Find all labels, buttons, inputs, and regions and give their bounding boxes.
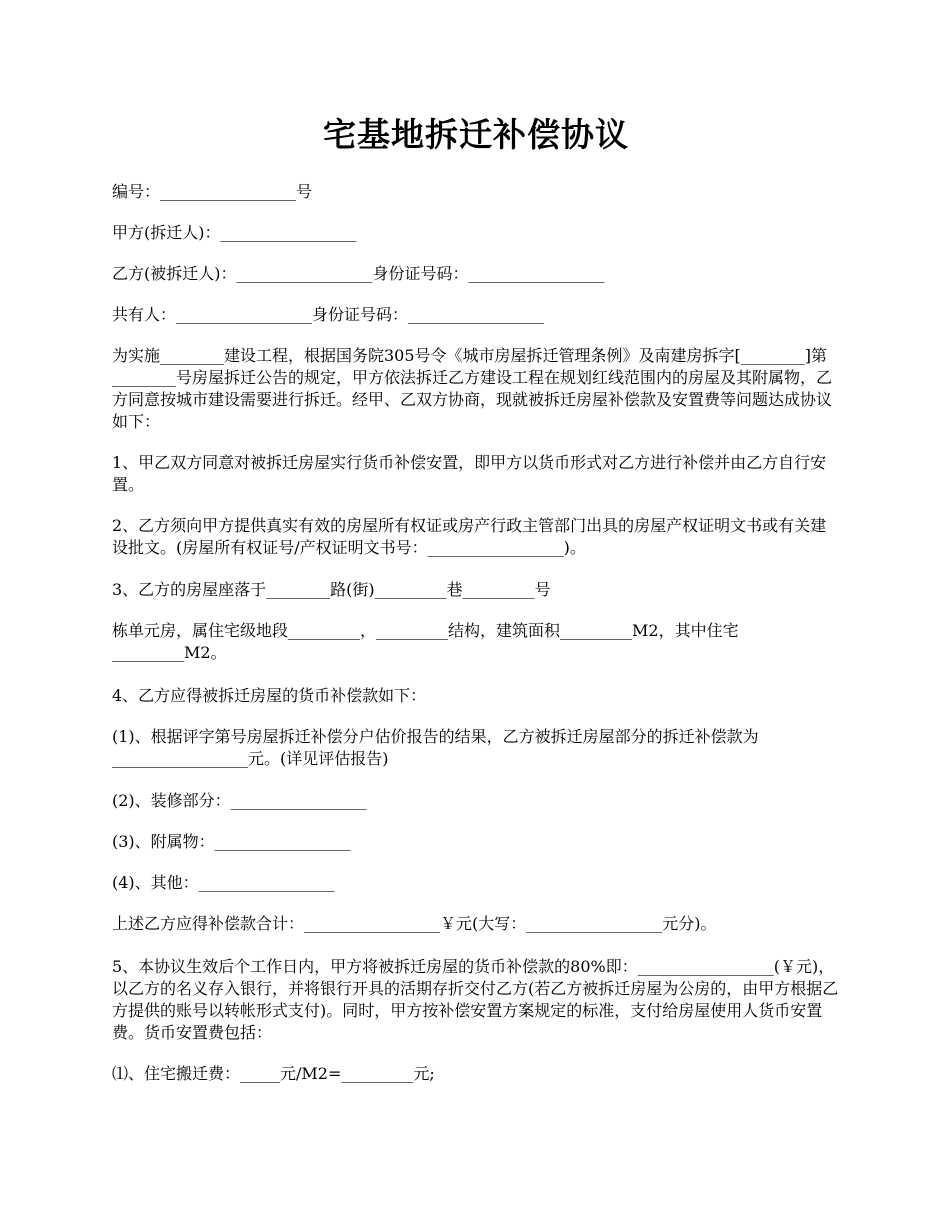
- paragraph-clause-1: 1、甲乙双方同意对被拆迁房屋实行货币补偿安置，即甲方以货币形式对乙方进行补偿并由乙方自行安置。: [112, 453, 827, 494]
- paragraph-moving-fee: ⑴、住宅搬迁费：_____元/M2=_________元;: [112, 1064, 435, 1083]
- paragraph-party-a: 甲方(拆迁人)：_________________: [112, 223, 357, 242]
- paragraph-item-2: (2)、装修部分：_________________: [112, 791, 367, 810]
- paragraph-item-1: (1)、根据评字第号房屋拆迁补偿分户估价报告的结果，乙方被拆迁房屋部分的拆迁补偿款为_________________元。(详见评估报告): [112, 727, 759, 768]
- paragraph-clause-2: 2、乙方须向甲方提供真实有效的房屋所有权证或房产行政主管部门出具的房屋产权证明文书或有关建设批文。(房屋所有权证号/产权证明文书号：_________________)。: [112, 516, 827, 557]
- paragraph-total: 上述乙方应得补偿款合计：_________________￥元(大写：_________________元分)。: [112, 914, 717, 933]
- paragraph-preamble: 为实施________建设工程，根据国务院305号令《城市房屋拆迁管理条例》及南建房拆字[________]第________号房屋拆迁公告的规定，甲方依法拆迁乙方建设工程在规划红线范围内的房屋及其附属物，乙方同意按城市建设需要进行拆迁。经甲、乙双方协商，现就被拆迁房屋补偿款及安置费等问题达成协议如下：: [112, 346, 833, 431]
- paragraph-party-b: 乙方(被拆迁人)：_________________身份证号码：_________________: [112, 264, 605, 283]
- paragraph-item-3: (3)、附属物：_________________: [112, 832, 351, 851]
- paragraph-serial-number: 编号：_________________号: [112, 182, 313, 201]
- paragraph-co-owner: 共有人：_________________身份证号码：_________________: [112, 305, 545, 324]
- paragraph-building-details: 栋单元房，属住宅级地段_________，_________结构，建筑面积_________M2，其中住宅_________M2。: [112, 621, 739, 662]
- paragraph-clause-4: 4、乙方应得被拆迁房屋的货币补偿款如下：: [112, 686, 427, 705]
- paragraph-item-4: (4)、其他：_________________: [112, 873, 335, 892]
- paragraph-clause-5: 5、本协议生效后个工作日内，甲方将被拆迁房屋的货币补偿款的80%即：_________________(￥元)，以乙方的名义存入银行，并将银行开具的活期存折交付乙方(若乙方被拆迁房屋为公房的，由甲方根据乙方提供的账号以转帐形式支付)。同时，甲方按补偿安置方案规定的标准，支付给房屋使用人货币安置费。货币安置费包括：: [112, 957, 839, 1042]
- paragraph-clause-3: 3、乙方的房屋座落于________路(街)_________巷_________号: [112, 580, 551, 599]
- document-title: 宅基地拆迁补偿协议: [323, 115, 629, 154]
